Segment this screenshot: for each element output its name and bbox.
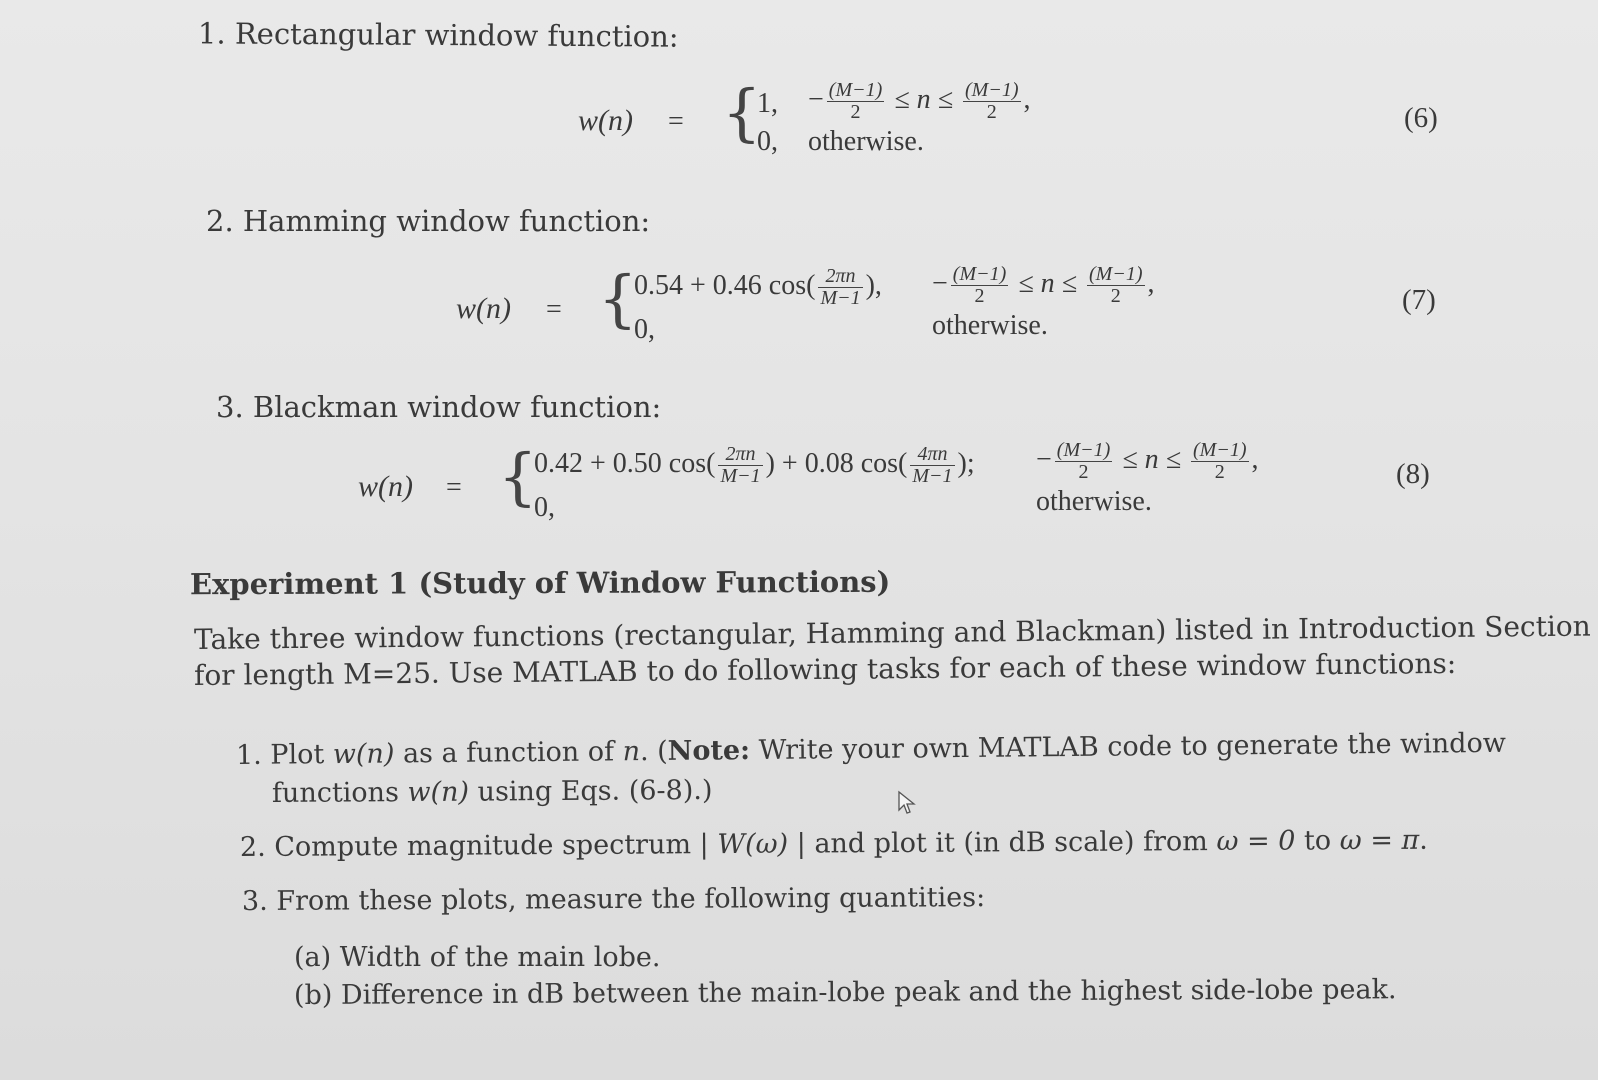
- eq6-equals: =: [668, 106, 684, 137]
- eq7-frac-left: $\frac{(M-1)}{2}$: [952, 263, 1007, 307]
- eq8-frac2: $\frac{4\pi n}{M-1}$: [912, 443, 953, 487]
- eq6-otherwise: otherwise.: [808, 126, 924, 157]
- experiment-title: Experiment 1 (Study of Window Functions): [189, 564, 891, 602]
- eq7-case1-condition: − $\frac{(M-1)}{2}$ ≤ n ≤ $\frac{(M-1)}{2}$ ,: [932, 263, 1155, 307]
- eq7-number: (7): [1402, 284, 1436, 316]
- task-1-line-1: 1. Plot w(n) as a function of n. (Note: Write your own MATLAB code to generate the window: [235, 727, 1507, 771]
- task-2: 2. Compute magnitude spectrum | W(ω) | and plot it (in dB scale) from ω = 0 to ω = π.: [239, 824, 1428, 863]
- task-3a: (a) Width of the main lobe.: [294, 942, 661, 973]
- task-3b: (b) Difference in dB between the main-lobe peak and the highest side-lobe peak.: [293, 974, 1397, 1011]
- eq7-equals: =: [546, 294, 562, 325]
- eq8-case1-expr: 0.42 + 0.50 cos( $\frac{2\pi n}{M-1}$ ) + 0.08 cos( $\frac{4\pi n}{M-1}$ );: [534, 443, 975, 487]
- eq8-number: (8): [1396, 458, 1430, 490]
- mouse-cursor-icon: [897, 790, 917, 816]
- eq6-frac-left: $\frac{(M-1)}{2}$: [828, 79, 883, 123]
- eq8-lhs: w(n): [358, 470, 413, 503]
- eq6-number: (6): [1404, 102, 1438, 134]
- eq8-otherwise: otherwise.: [1036, 486, 1152, 517]
- eq8-equals: =: [446, 472, 462, 503]
- eq6-lhs: w(n): [578, 104, 633, 137]
- rectangular-heading: 1. Rectangular window function:: [197, 16, 679, 54]
- eq7-frac: $\frac{2\pi n}{M-1}$: [820, 265, 861, 309]
- task-1-line-2: functions w(n) using Eqs. (6-8).): [271, 774, 713, 809]
- eq6-case1-condition: − $\frac{(M-1)}{2}$ ≤ n ≤ $\frac{(M-1)}{2}$ ,: [808, 79, 1031, 123]
- eq8-frac1: $\frac{2\pi n}{M-1}$: [720, 443, 761, 487]
- eq6-case2-value: 0,: [757, 126, 778, 157]
- experiment-paragraph-line-2: for length M=25. Use MATLAB to do following tasks for each of these window functions:: [193, 646, 1457, 692]
- eq7-brace: {: [598, 262, 638, 335]
- eq8-frac-right: $\frac{(M-1)}{2}$: [1193, 439, 1247, 483]
- eq6-inequality: ≤ n ≤: [894, 83, 954, 115]
- eq7-otherwise: otherwise.: [932, 310, 1048, 341]
- eq6-case1-value: 1,: [757, 88, 778, 119]
- blackman-heading: 3. Blackman window function:: [216, 390, 662, 424]
- eq7-case2-value: 0,: [634, 314, 655, 345]
- eq6-neg: −: [808, 83, 824, 115]
- hamming-heading: 2. Hamming window function:: [206, 204, 651, 238]
- eq8-brace: {: [498, 440, 538, 513]
- eq6-brace: {: [722, 76, 762, 149]
- experiment-paragraph-line-1: Take three window functions (rectangular, Hamming and Blackman) listed in Introduction Section: [193, 609, 1591, 656]
- eq7-frac-right: $\frac{(M-1)}{2}$: [1089, 263, 1143, 307]
- eq8-case1-condition: − $\frac{(M-1)}{2}$ ≤ n ≤ $\frac{(M-1)}{2}$ ,: [1036, 439, 1259, 483]
- eq8-frac-left: $\frac{(M-1)}{2}$: [1056, 439, 1111, 483]
- eq6-frac-right: $\frac{(M-1)}{2}$: [965, 79, 1019, 123]
- eq7-lhs: w(n): [456, 292, 511, 325]
- task-3: 3. From these plots, measure the following quantities:: [241, 882, 986, 917]
- eq8-case2-value: 0,: [534, 492, 555, 523]
- eq7-case1-expr: 0.54 + 0.46 cos( $\frac{2\pi n}{M-1}$ ),: [634, 265, 882, 309]
